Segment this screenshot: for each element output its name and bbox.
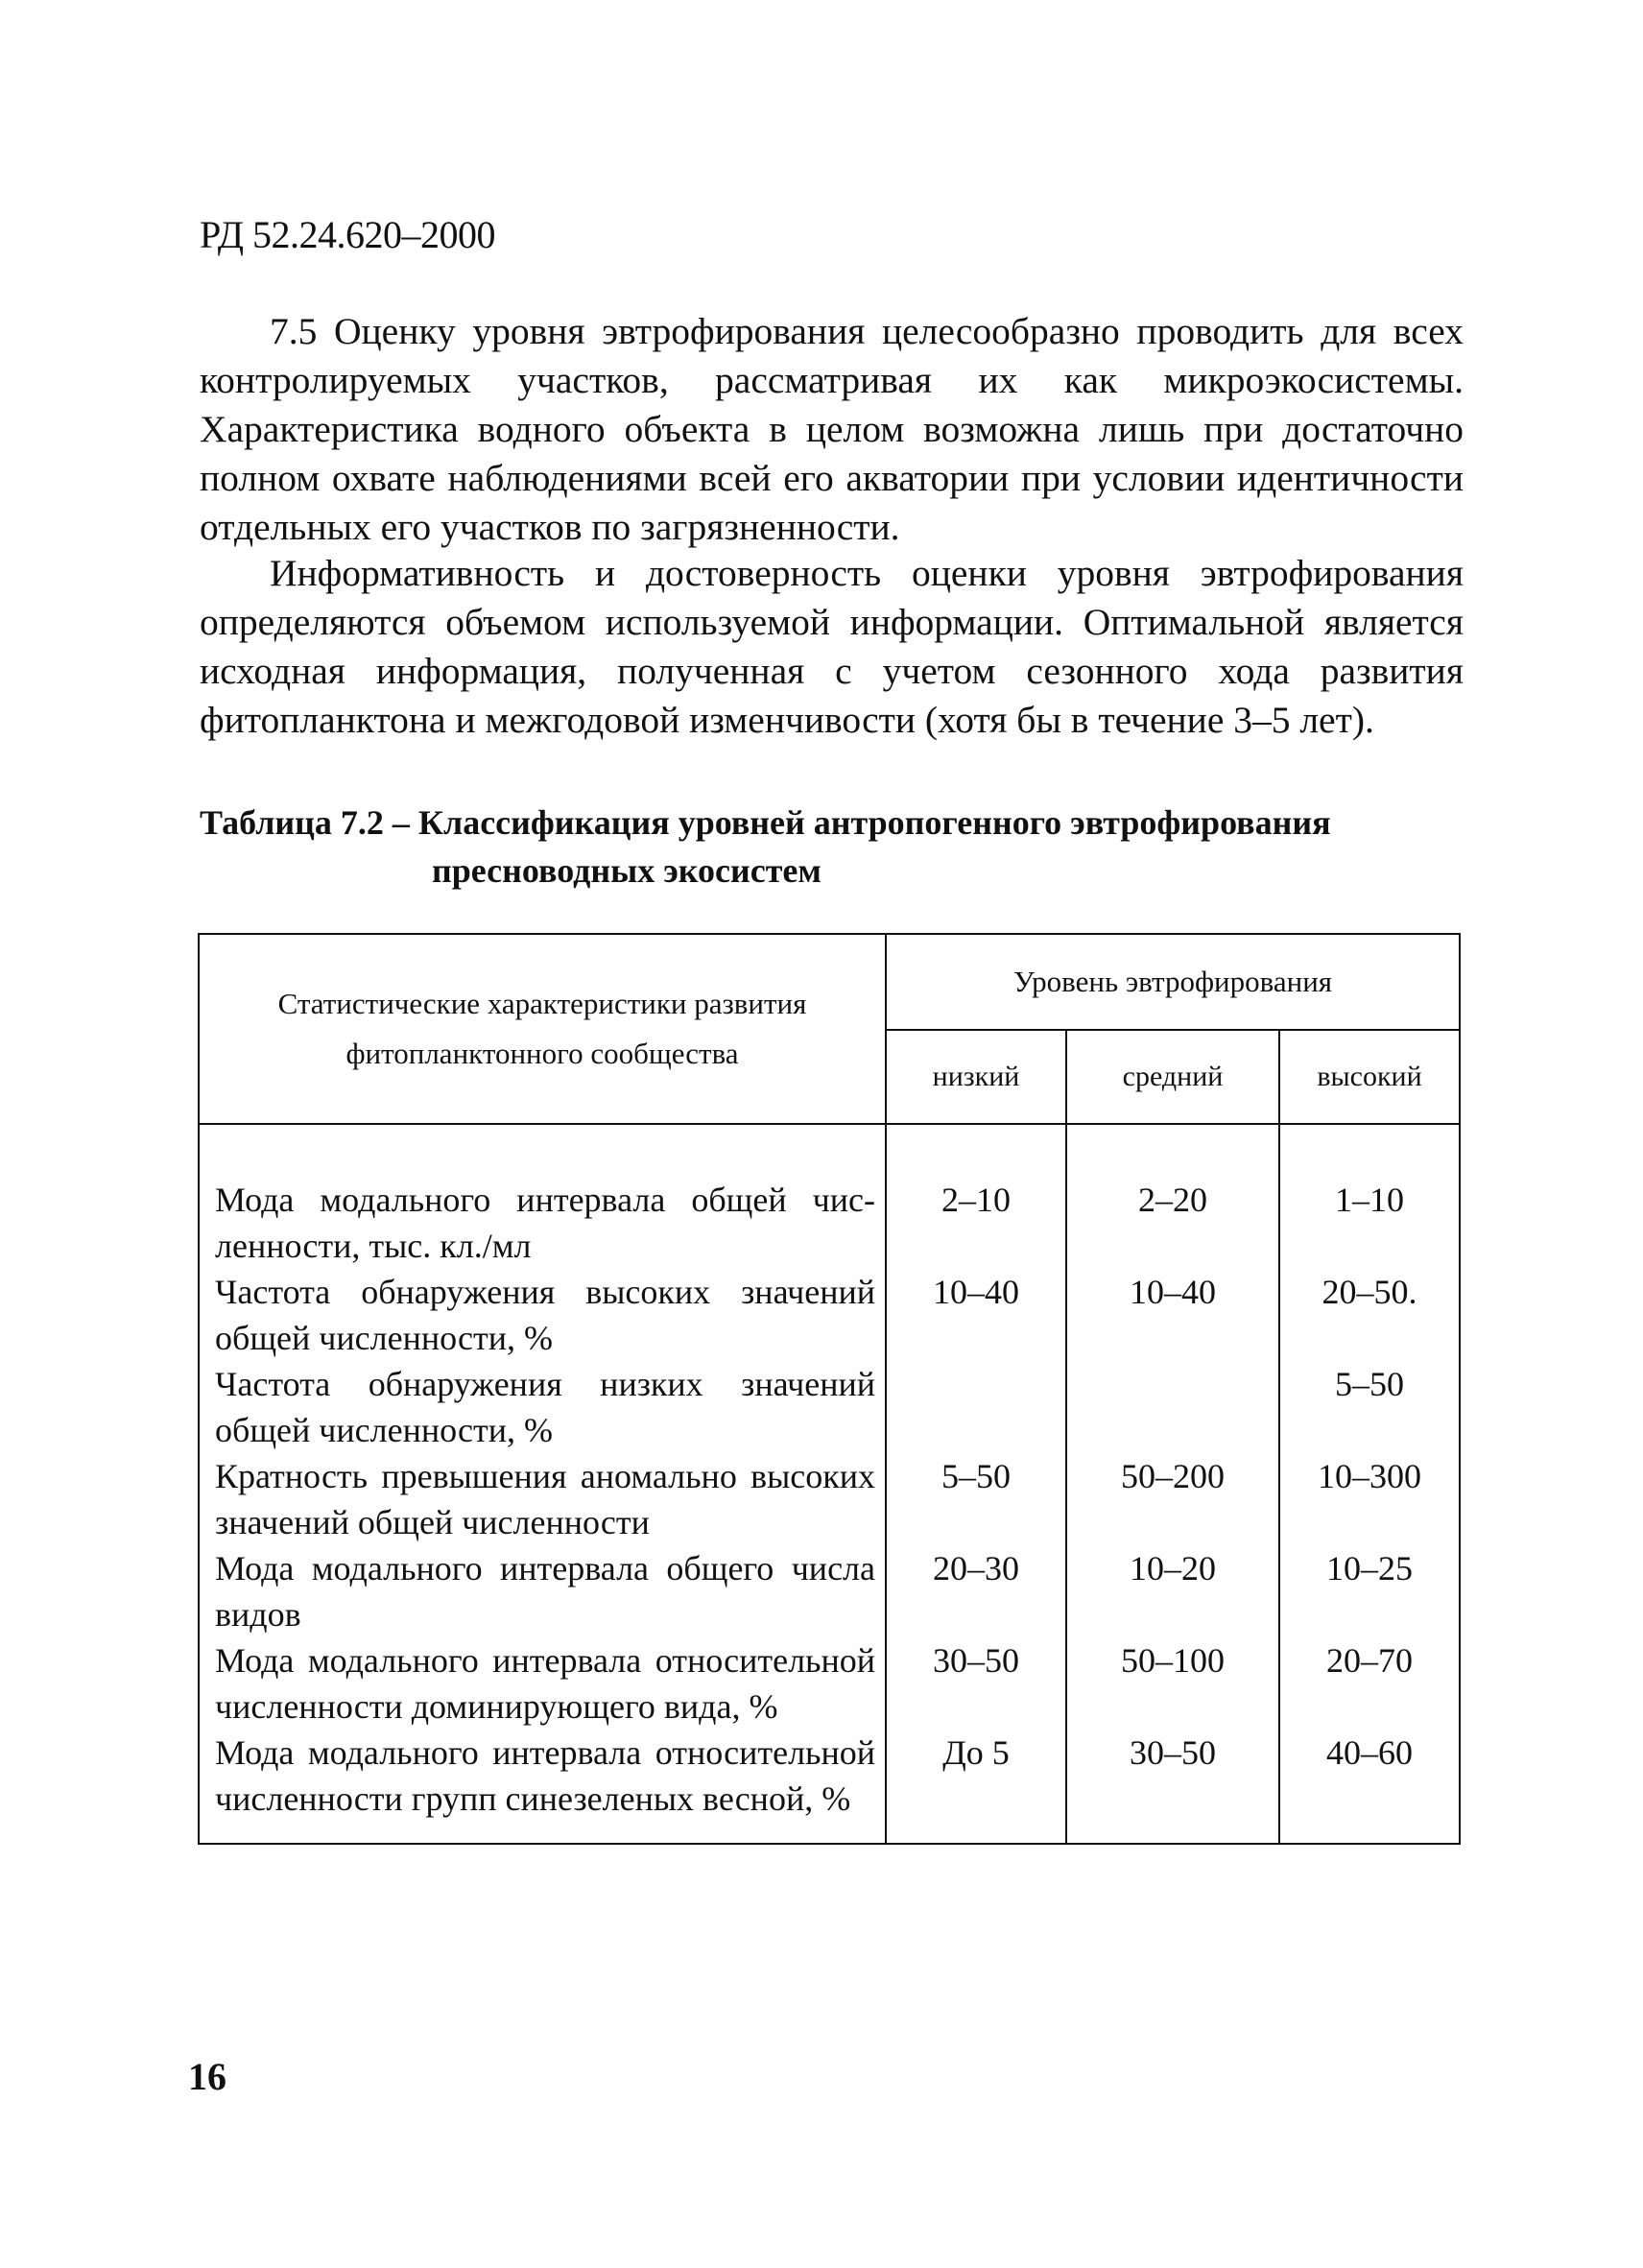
value-medium: 50–200 <box>1066 1453 1279 1545</box>
table-caption-line1: Таблица 7.2 – Классификация уровней антропогенного эвтрофирования <box>200 803 1331 842</box>
value-high: 10–300 <box>1279 1453 1460 1545</box>
table-caption <box>200 799 1464 895</box>
value-high: 40–60 <box>1279 1730 1460 1844</box>
document-code: РД 52.24.620–2000 <box>200 213 496 256</box>
value-low: До 5 <box>886 1730 1066 1844</box>
header-level-medium: средний <box>1066 1030 1279 1124</box>
value-high: 5–50 <box>1279 1361 1460 1453</box>
table-caption-line2: пресноводных экосистем <box>432 851 822 890</box>
value-medium: 30–50 <box>1066 1730 1279 1844</box>
value-medium <box>1066 1361 1279 1453</box>
paragraph-7-5 <box>200 307 1464 552</box>
row-label: Частота обнаружения низких значений общей численности, % <box>199 1361 886 1453</box>
row-label: Мода модального интервала относительной численности доминирующего вида, % <box>199 1637 886 1730</box>
value-low: 5–50 <box>886 1453 1066 1545</box>
value-low: 20–30 <box>886 1545 1066 1637</box>
row-label: Частота обнаружения высоких значений общей численности, % <box>199 1269 886 1361</box>
row-label: Мода модального интервала общей численности, тыс. кл./мл <box>199 1124 886 1269</box>
table-row <box>199 1361 1460 1453</box>
value-low: 10–40 <box>886 1269 1066 1361</box>
paragraph-text: 7.5 Оценку уровня эвтрофирования целесообразно проводить для всех контролируемых участков, рассматривая их как микроэкосистемы. Характеристика водного объекта в целом возможна лишь при достаточно полном охвате наблюдениями всей его акватории при условии идентичности отдельных его участков по загрязненности. <box>200 310 1464 548</box>
paragraph-informativeness <box>200 549 1464 745</box>
eutrophication-classification-table <box>198 933 1461 1845</box>
header-eutrophication-level: Уровень эвтрофирования <box>886 934 1460 1030</box>
row-label: Мода модального интервала общего числа видов <box>199 1545 886 1637</box>
value-low: 30–50 <box>886 1637 1066 1730</box>
page-number: 16 <box>188 2055 226 2098</box>
table-row <box>199 1730 1460 1844</box>
value-high: 1–10 <box>1279 1124 1460 1269</box>
table-row <box>199 1453 1460 1545</box>
value-medium: 10–20 <box>1066 1545 1279 1637</box>
table-row <box>199 1637 1460 1730</box>
paragraph-text: Информативность и достоверность оценки уровня эвтрофирования определяются объемом используемой информации. Оптимальной является исходная информация, полученная с учетом сезонного хода развития фитопланктона и межгодовой изменчивости (хотя бы в течение 3–5 лет). <box>200 552 1464 741</box>
value-medium: 10–40 <box>1066 1269 1279 1361</box>
header-level-low: низкий <box>886 1030 1066 1124</box>
value-low: 2–10 <box>886 1124 1066 1269</box>
value-medium: 2–20 <box>1066 1124 1279 1269</box>
value-high: 10–25 <box>1279 1545 1460 1637</box>
value-high: 20–70 <box>1279 1637 1460 1730</box>
table-row <box>199 1269 1460 1361</box>
value-low <box>886 1361 1066 1453</box>
row-label: Мода модального интервала относительной численности групп синезеленых весной, % <box>199 1730 886 1844</box>
table-row <box>199 1545 1460 1637</box>
row-label: Кратность превышения аномально высоких значений общей численности <box>199 1453 886 1545</box>
header-level-high: высокий <box>1279 1030 1460 1124</box>
value-high: 20–50. <box>1279 1269 1460 1361</box>
table-row <box>199 1124 1460 1269</box>
value-medium: 50–100 <box>1066 1637 1279 1730</box>
header-statistical-characteristics: Статистические характеристики развития фитопланктонного сообщества <box>199 934 886 1124</box>
